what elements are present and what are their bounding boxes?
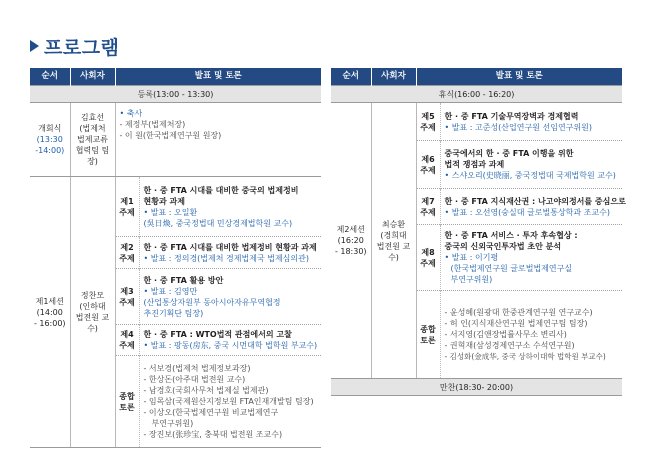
dinner-row — [331, 379, 622, 396]
topic-label-4: 제4 주제 — [115, 325, 139, 356]
topic-row-1 — [30, 177, 321, 237]
topic-label-6: 제6 주제 — [416, 141, 440, 189]
opening-row — [30, 103, 321, 177]
opening-moderator: 김효선 (법제처 법제교류 협력팀 팀장) — [70, 103, 115, 177]
topic-label-7: 제7 주제 — [416, 189, 440, 225]
opening-content: • 축사 - 제정부(법제처장) - 이 원(한국법제연구원 원장) — [115, 103, 321, 177]
topic-label-5: 제5 주제 — [416, 103, 440, 141]
table-header-row — [30, 68, 321, 86]
break-band: 휴식(16:00 - 16:20) — [331, 86, 622, 103]
header-moderator: 사회자 — [70, 68, 115, 86]
topic-label-2: 제2 주제 — [115, 237, 139, 269]
discussion-content-right: - 윤성혜(원광대 한중관계연구원 연구교수) - 허 인(지식재산연구원 법제연구팀 팀장) - 서지영(김앤장법률사무소 변리사) - 권혁재(삼성경제연구소 수석연구원) - 김성화(金成华, 중국 상하이대학 법학원 부교수) — [440, 291, 622, 379]
program-title: 프로그램 — [30, 34, 119, 58]
discussion-content-left: - 서보경(법제처 법제정보과장) - 한상돈(아주대 법전원 교수) - 남경호(국회사무처 법제실 법제관) - 임목삼(국제원산지정보원 FTA인재개발팀 팀장) - 이상오(한국법제연구원 비교법제연구 부연구위원) - 장진보(张珍宝, 충북대 법전원 조교수) — [139, 356, 321, 448]
program-table-right — [331, 68, 626, 396]
discussion-label-left: 종합 토론 — [115, 356, 139, 448]
header-order: 순서 — [331, 68, 371, 86]
topic-content-4: 한 · 중 FTA : WTO법적 관점에서의 고찰 • 발표 : 팡동(房东, 중국 시먼대학 법학원 부교수) — [139, 325, 321, 356]
opening-session: 개회식 (13:30 -14:00) — [30, 103, 70, 177]
registration-row — [30, 86, 321, 103]
header-moderator: 사회자 — [371, 68, 416, 86]
triangle-bullet-icon — [30, 40, 39, 52]
topic-content-6: 중국에서의 한 · 중 FTA 이행을 위한 법적 쟁점과 과제 • 스샤오리(史晓丽, 중국정법대 국제법학원 교수) — [440, 141, 622, 189]
header-presentation: 발표 및 토론 — [115, 68, 321, 86]
break-row — [331, 86, 622, 103]
session1-moderator: 정찬모 (인하대 법전원 교수) — [70, 177, 115, 448]
topic-content-3: 한 · 중 FTA 활용 방안 • 발표 : 김영만 (산업통상자원부 동아시아자유무역협정 추진기획단 팀장) — [139, 269, 321, 325]
session2-label: 제2세션 (16:20 - 18:30) — [331, 103, 371, 379]
session2-moderator: 최승환 (경희대 법전원 교수) — [371, 103, 416, 379]
topic-content-1: 한 · 중 FTA 시대를 대비한 중국의 법제정비 현황과 과제 • 발표 : 오일환 (吳日煥, 중국정법대 민상경제법학원 교수) — [143, 185, 299, 228]
session1-label: 제1세션 (14:00 - 16:00) — [30, 177, 70, 448]
topic-content-8: 한 · 중 FTA 서비스 · 투자 후속협상 : 중국의 신외국인투자법 초안 분석 • 발표 : 이기평 (한국법제연구원 글로벌법제연구실 부연구위원) — [440, 225, 622, 291]
topic-content-2: 한 · 중 FTA 시대를 대비한 법제정비 현황과 과제 • 발표 : 정의경(법제처 경제법제국 법제심의관) — [139, 237, 321, 269]
topic-row-5 — [331, 103, 622, 141]
table-header-row — [331, 68, 622, 86]
topic-label-1: 제1 주제 — [115, 177, 139, 237]
topic-label-8: 제8 주제 — [416, 225, 440, 291]
program-table-left — [30, 68, 321, 448]
topic-content-7: 한 · 중 FTA 지식재산권 : 나고야의정서를 중심으로 • 발표 : 오선영(숭실대 글로벌통상학과 조교수) — [440, 189, 622, 225]
header-order: 순서 — [30, 68, 70, 86]
discussion-label-right: 종합 토론 — [416, 291, 440, 379]
registration-band: 등록(13:00 - 13:30) — [30, 86, 321, 103]
topic-label-3: 제3 주제 — [115, 269, 139, 325]
dinner-band: 만찬(18:30- 20:00) — [331, 379, 622, 396]
header-presentation: 발표 및 토론 — [416, 68, 622, 86]
topic-content-5: 한 · 중 FTA 기술무역장벽과 경제협력 • 발표 : 고준성(산업연구원 선임연구위원) — [444, 111, 592, 132]
